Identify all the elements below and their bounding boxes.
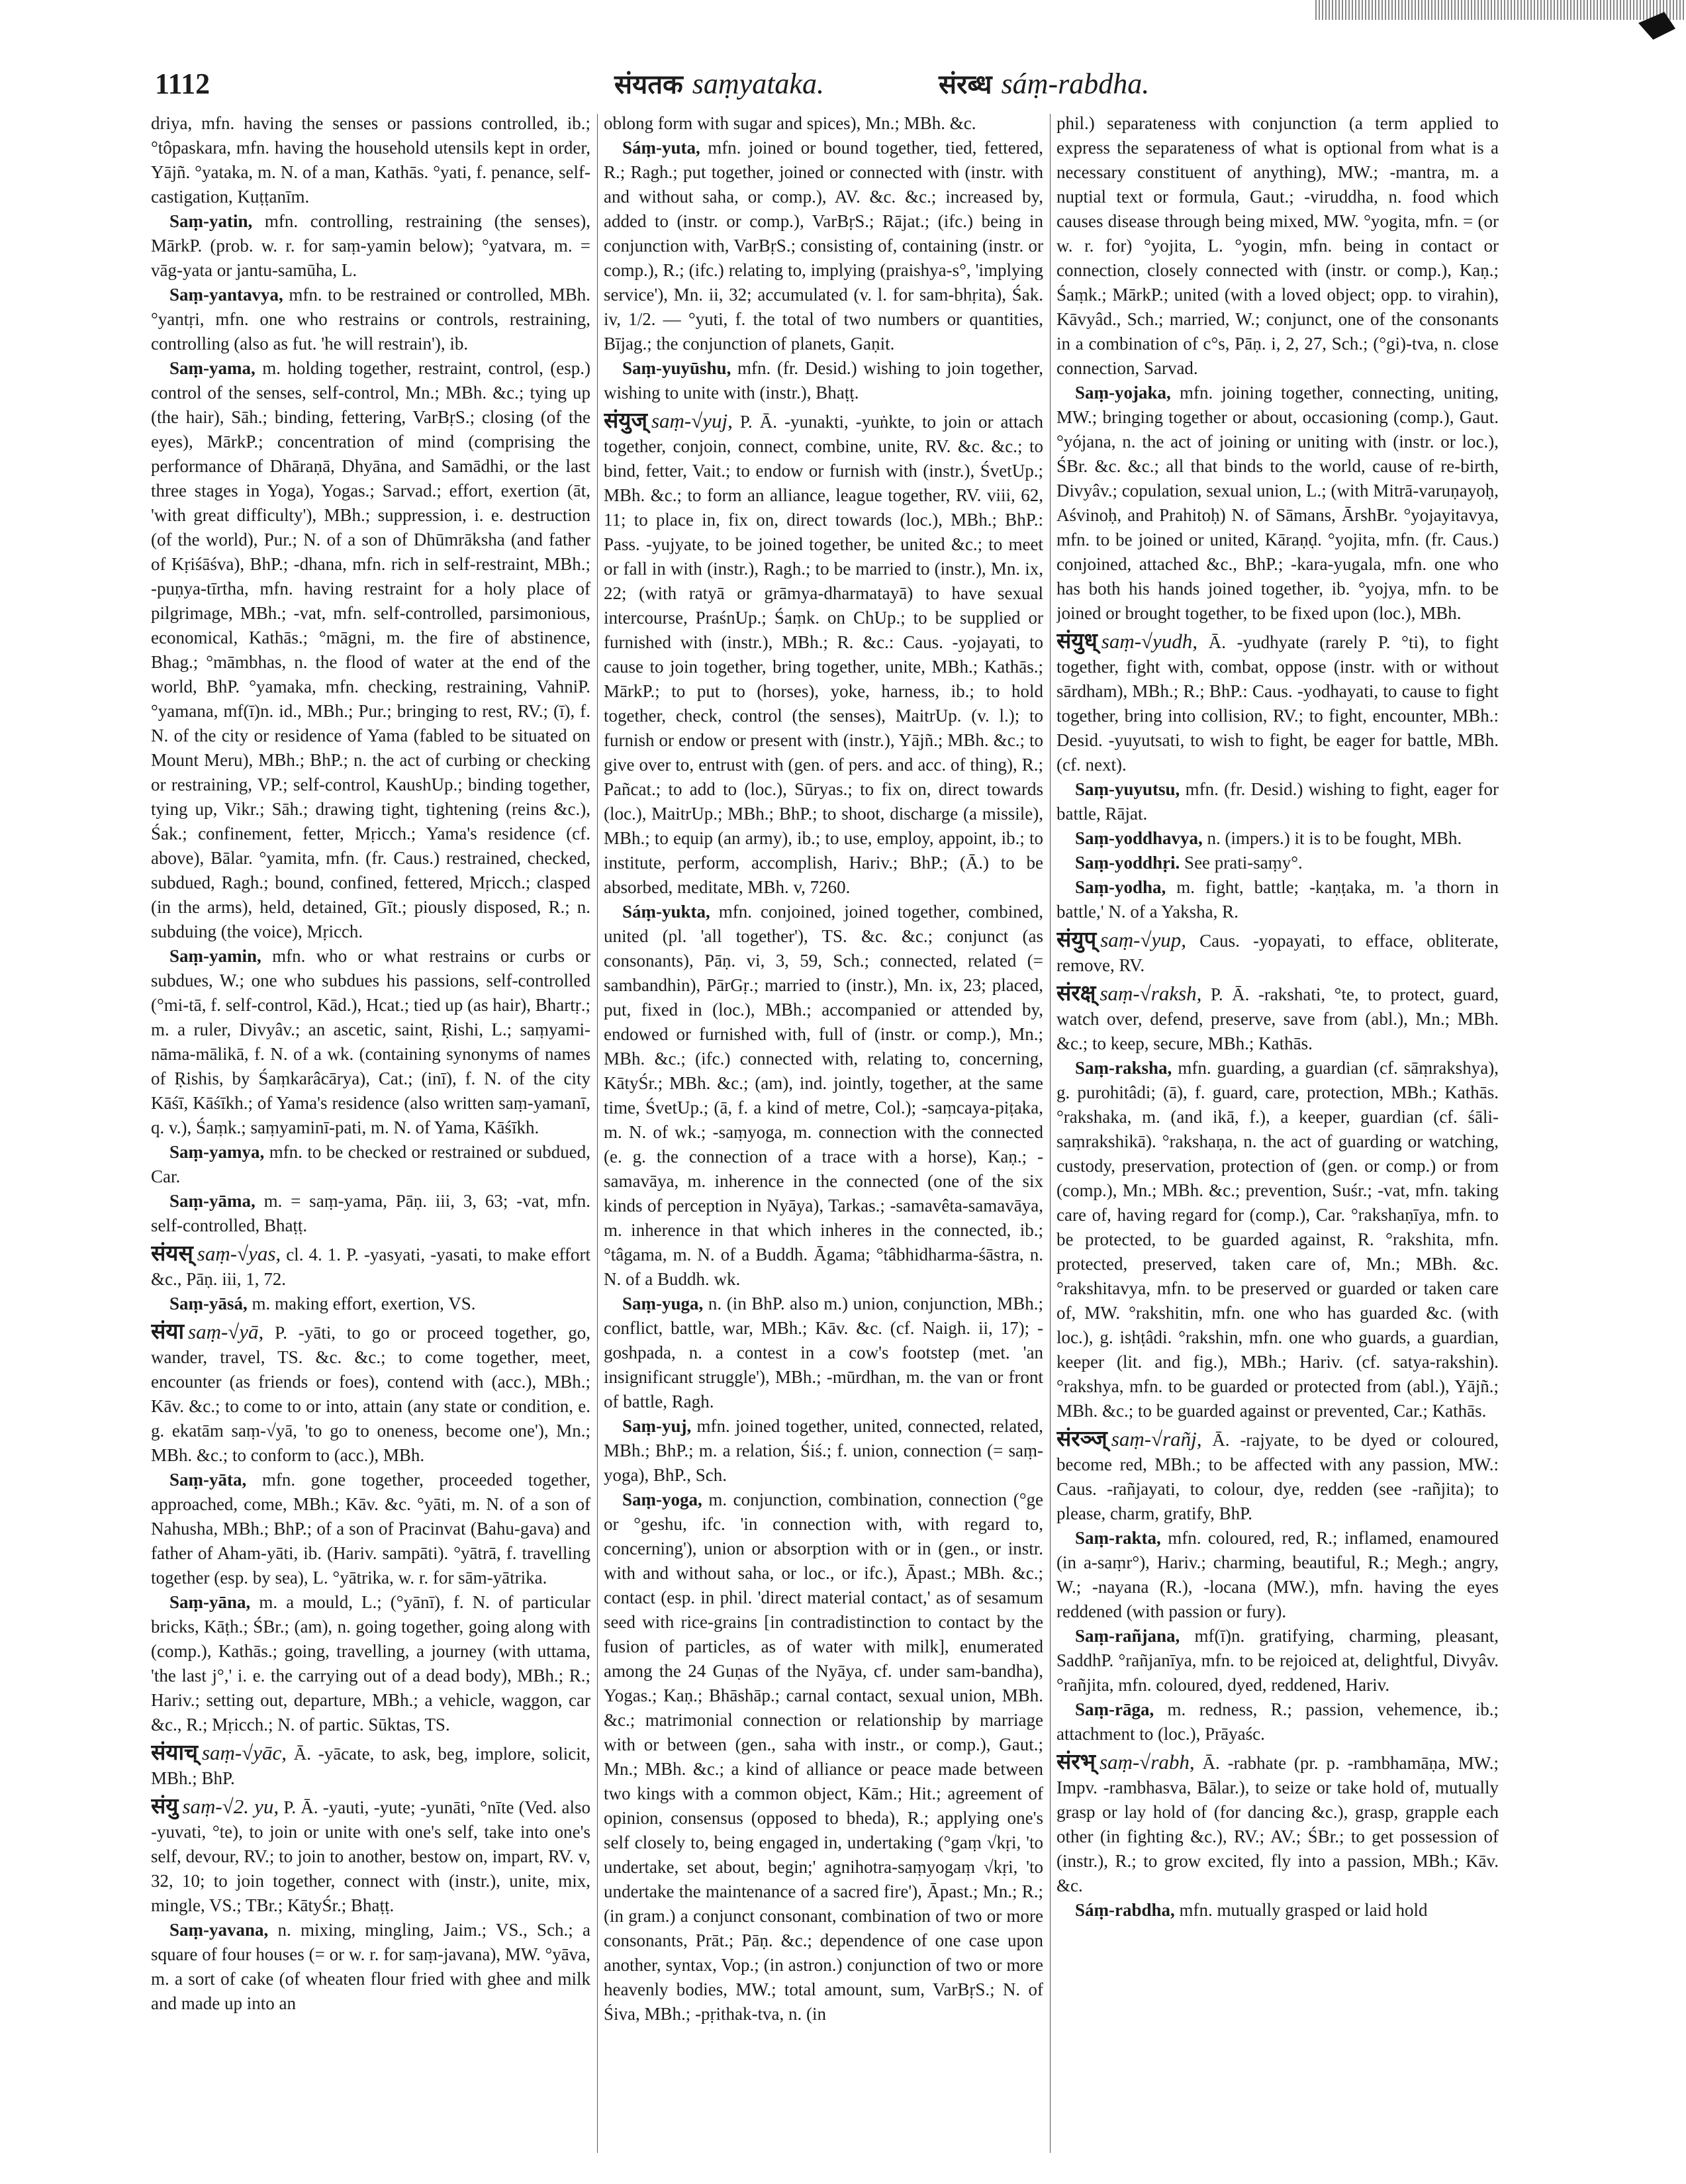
entry-headword: Saṃ-yuj, [622, 1416, 692, 1436]
root-devanagari: संयुप् [1056, 926, 1097, 952]
root-transliteration: saṃ-√raksh, [1100, 982, 1202, 1005]
page-number: 1112 [155, 68, 211, 100]
root-entry [604, 408, 1043, 900]
dictionary-entry [604, 356, 1043, 405]
dictionary-entry [1056, 381, 1499, 626]
entry-text: Ā. -rabhate (pr. p. -rambhamāṇa, MW.; Impv. -rambhasva, Bālar.), to seize or take hold of, mutually grasp or lay hold of (for dancing &c.), grasp, grapple each other (in fighting &c.), RV.; AV.; ŚBr.; to get possession of (instr.), R.; to grow excited, fly into a passion, MBh.; Kāv. &c. [1056, 1753, 1499, 1895]
entry-headword: Saṃ-yuyutsu, [1075, 779, 1180, 799]
entry-text: See prati-saṃy°. [1184, 853, 1303, 873]
entry-text: Ā. -yudhyate (rarely P. °ti), to fight together, fight with, combat, oppose (instr. with or without sārdham), MBh.; R.; BhP.: Caus. -yodhayati, to cause to fight together, bring into collision, RV.; to fight, encounter, MBh.: Desid. -yuyutsati, to wish to fight, be eager for battle, MBh. (cf. next). [1056, 632, 1499, 775]
dictionary-entry [151, 283, 590, 356]
entry-headword: Sáṃ-yukta, [622, 902, 710, 922]
entry-text: mfn. who or what restrains or curbs or subdues, W.; one who subdues his passions, self-controlled (°mi-tā, f. self-control, Kād.), Hcat.; tied up (as hair), Bhartṛ.; m. a ruler, Divyâv.; an ascetic, saint, Ṛishi, L.; saṃyami-nāma-mālikā, f. N. of a wk. (containing synonyms of names of Ṛishis, by Śaṃkarâcārya), Cat.; (inī), f. N. of the city Kāśī, Kāśīkh.; of Yama's residence (also written saṃ-yamanī, q. v.), Śaṃk.; saṃyaminī-pati, m. N. of Yama, Kāśīkh. [151, 946, 590, 1137]
root-entry [151, 1793, 590, 1918]
dictionary-entry [1056, 1898, 1499, 1923]
entry-text: m. making effort, exertion, VS. [252, 1294, 476, 1313]
entry-text: mfn. conjoined, joined together, combined, united (pl. 'all together'), TS. &c. &c.; conjunct (as consonants), Pāṇ. vi, 3, 59, Sch.; connected, related (= sambandhin), PārGṛ.; married to (instr.), Mn. ix, 23; placed, put, fixed in (loc.), MBh.; accompanied or attended by, endowed or furnished with, full of (instr. or comp.), Mn.; MBh. &c.; (ifc.) connected with, relating to, concerning, KātyŚr.; MBh. &c.; (am), ind. jointly, together, at the same time, ŚvetUp.; (ā, f. a kind of metre, Col.); -saṃcaya-piṭaka, m. N. of wk.; -saṃyoga, m. connection with the connected (e. g. the connection of a trace with a horse), Kaṇ.; -samavāya, m. inherence in the connected (one of the six kinds of perception in Nyāya), Tarkas.; -samavêta-samavāya, m. inherence in that which inheres in the connected, ib.; °tâgama, m. N. of a Buddh. Āgama; °tâbhidharma-śāstra, n. N. of a Buddh. wk. [604, 902, 1043, 1289]
entry-text: P. Ā. -rakshati, °te, to protect, guard, watch over, defend, preserve, save from (abl.), Mn.; MBh. &c.; to keep, secure, MBh.; Kathās. [1056, 984, 1499, 1053]
entry-text: mfn. controlling, restraining (the senses), MārkP. (prob. w. r. for saṃ-yamin below); °yatvara, m. = vāg-yata or jantu-samūha, L. [151, 211, 590, 280]
entry-headword: Saṃ-yama, [169, 358, 256, 378]
root-entry [151, 1740, 590, 1791]
root-devanagari: संयाच् [151, 1739, 198, 1765]
dictionary-entry [604, 900, 1043, 1292]
root-devanagari: संरभ् [1056, 1748, 1096, 1774]
running-head-last-devanagari: संरब्ध [939, 70, 992, 100]
entry-headword: Saṃ-yamya, [169, 1142, 265, 1162]
root-transliteration: saṃ-√yuj, [651, 409, 733, 432]
dictionary-entry [151, 1292, 590, 1316]
entry-text: mfn. (fr. Desid.) wishing to fight, eager for battle, Rājat. [1056, 779, 1499, 824]
dictionary-entry [151, 944, 590, 1140]
entry-headword: Saṃ-rakta, [1075, 1528, 1161, 1548]
column-divider [597, 114, 598, 2153]
entry-text: mfn. joined or bound together, tied, fettered, R.; Ragh.; put together, joined or connected with (instr. with and without saha, or comp.), AV. &c. &c.; increased by, added to (instr. or comp.), VarBṛS.; Rājat.; (ifc.) being in conjunction with, VarBṛS.; consisting of, containing (instr. or comp.), R.; (ifc.) relating to, implying (praishya-s°, 'implying service'), Mn. ii, 32; accumulated (v. l. for sam-bhṛita), Śak. iv, 1/2. — °yuti, f. the total of two numbers or quantities, Bījag.; the conjunction of planets, Gaṇit. [604, 138, 1043, 354]
page-header [151, 61, 1541, 107]
entry-text: phil.) separateness with conjunction (a term applied to express the separateness of what is optional from what is a necessary constituent of anything), MW.; -mantra, m. a nuptial text or formula, Gaut.; -viruddha, n. food which causes disease through being mixed, MW. °yogita, mfn. = (or w. r. for) °yojita, L. °yogin, mfn. being in contact or connection, closely connected with (instr. or comp.), Kaṇ.; Śaṃk.; MārkP.; united (with a loved object; opp. to virahin), Kāvyâd., Sch.; married, W.; conjunct, one of the consonants in a combination of c°s, Pāṇ. i, 2, 27, Sch.; (°gi)-tva, n. close connection, Sarvad. [1056, 113, 1499, 378]
dictionary-column-1 [151, 111, 590, 2157]
entry-headword: Saṃ-rañjana, [1075, 1626, 1180, 1646]
dictionary-entry [1056, 875, 1499, 924]
entry-text: m. holding together, restraint, control, (esp.) control of the senses, self-control, Mn.; MBh. &c.; tying up (the hair), Sāh.; binding, fettering, VarBṛS.; closing (of the eyes), MārkP.; concentration of mind (comprising the performance of Dhāraṇā, Dhyāna, and Samādhi, or the last three stages in Yoga), Yogas.; Sarvad.; effort, exertion (āt, 'with great difficulty'), MBh.; suppression, i. e. destruction (of the world), Pur.; N. of a son of Dhūmrāksha (and father of Kṛiśāśva), BhP.; -dhana, mfn. rich in self-restraint, MBh.; -puṇya-tīrtha, mfn. having restraint for a holy place of pilgrimage, MBh.; -vat, mfn. self-controlled, parsimonious, economical, Kathās.; °māgni, m. the fire of abstinence, Bhag.; °māmbhas, n. the flood of water at the end of the world, BhP. °yamaka, mfn. checking, restraining, VahniP. °yamana, mf(ī)n. id., MBh.; Pur.; bringing to rest, RV.; (ī), f. N. of the city or residence of Yama (fabled to be situated on Mount Meru), MBh.; BhP.; n. the act of curbing or checking or restraining, VP.; self-control, KaushUp.; binding together, tying up, Vikr.; Sāh.; drawing tight, tightening (reins &c.), Śak.; confinement, fetter, Mṛicch.; Yama's residence (cf. above), Bālar. °yamita, mfn. (fr. Caus.) restrained, checked, subdued, Ragh.; bound, confined, fettered, Mṛicch.; clasped (in the arms), held, detained, Gīt.; piously disposed, R.; n. subduing (the voice), Mṛicch. [151, 358, 590, 941]
dictionary-entry [604, 1292, 1043, 1414]
entry-text: mfn. to be checked or restrained or subdued, Car. [151, 1142, 590, 1186]
entry-text: mfn. joining together, connecting, uniting, MW.; bringing together or about, occasioning (comp.), Gaut. °yójana, n. the act of joining or uniting with (instr. or loc.), ŚBr. &c. &c.; all that binds to the world, cause of re-birth, Divyâv.; copulation, sexual union, L.; (with Mitrā-varuṇayoḥ, Aśvinoḥ, and Prahitoḥ) N. of Sāmans, ĀrshBr. °yojayitavya, mfn. to be joined or united, Kāraṇḍ. °yojita, mfn. (fr. Caus.) conjoined, attached &c., BhP.; -kara-yugala, mfn. one who has both his hands joined together, ib. °yojya, mfn. to be joined or brought together, to be fixed upon (loc.), MBh. [1056, 383, 1499, 623]
dictionary-entry [151, 209, 590, 283]
entry-text: driya, mfn. having the senses or passions controlled, ib.; °tôpaskara, mfn. having the household utensils kept in order, Yājñ. °yataka, m. N. of a man, Kathās. °yati, f. penance, self-castigation, Kuṭṭanīm. [151, 113, 590, 207]
root-transliteration: saṃ-√yas, [197, 1242, 281, 1265]
entry-text: P. -yāti, to go or proceed together, go, wander, travel, TS. &c. &c.; to come together, meet, encounter (as friends or foes), contend with (acc.), MBh.; Kāv. &c.; to come to or into, attain (any state or condition, e. g. ekatām saṃ-√yā, 'to go to oneness, become one'), Mn.; MBh. &c.; to conform to (acc.), MBh. [151, 1323, 590, 1465]
dictionary-entry [151, 356, 590, 944]
entry-text: m. redness, R.; passion, vehemence, ib.; attachment to (loc.), Prāyaśc. [1056, 1699, 1499, 1744]
entry-text: P. Ā. -yunakti, -yuṅkte, to join or attach together, conjoin, connect, combine, unite, RV. &c. &c.; to bind, fetter, Vait.; to endow or furnish with (instr.), ŚvetUp.; MBh. &c.; to form an alliance, league together, RV. viii, 62, 11; to place in, fix on, direct towards (loc.), MBh.; BhP.: Pass. -yujyate, to be joined together, be united &c.; to meet or fall in with (instr.), Ragh.; to be married to (instr.), Mn. ix, 22; (with ratyā or grāmya-dharmatayā) to have sexual intercourse, PraśnUp.; Śaṃk. on ChUp.; to be supplied or furnished with (instr.), MBh.; R. &c.: Caus. -yojayati, to cause to join together, bring together, unite, MBh.; Kathās.; MārkP.; to put to (horses), yoke, harness, ib.; to hold together, check, control (the senses), MaitrUp. (v. l.); to furnish or endow or present with (instr.), Yājñ.; MBh. &c.; to give over to, entrust with (gen. of pers. and acc. of thing), R.; Pañcat.; to add to (loc.), Sūryas.; to fix on, direct towards (loc.), MaitrUp.; MBh.; BhP.; to shoot, discharge (a missile), MBh.; to equip (an army), ib.; to use, employ, appoint, ib.; to institute, perform, accomplish, Hariv.; BhP.; (Ā.) to be absorbed, meditate, MBh. v, 7260. [604, 412, 1043, 897]
dictionary-entry [604, 1414, 1043, 1488]
entry-headword: Saṃ-yantavya, [169, 285, 283, 305]
entry-headword: Saṃ-yoddhṛi. [1075, 853, 1180, 873]
entry-headword: Saṃ-raksha, [1075, 1058, 1172, 1078]
dictionary-column-2 [604, 111, 1043, 2157]
entry-text: cl. 4. 1. P. -yasyati, -yasati, to make effort &c., Pāṇ. iii, 1, 72. [151, 1245, 590, 1289]
entry-text: mfn. coloured, red, R.; inflamed, enamoured (in a-saṃr°), Hariv.; charming, beautiful, R.; Megh.; angry, W.; -nayana (R.), -locana (MW.), mfn. having the eyes reddened (with passion or fury). [1056, 1528, 1499, 1621]
entry-text: m. = saṃ-yama, Pāṇ. iii, 3, 63; -vat, mfn. self-controlled, Bhaṭṭ. [151, 1191, 590, 1235]
scan-edge-artifact [1315, 0, 1686, 20]
entry-headword: Saṃ-yuga, [622, 1294, 704, 1313]
root-transliteration: saṃ-√2. yu, [182, 1795, 279, 1818]
entry-text: m. a mould, L.; (°yānī), f. N. of particular bricks, Kāṭh.; ŚBr.; (am), n. going together, going along with (comp.), Kathās.; going, travelling, a journey (with uttama, 'the last j°,' i. e. the carrying out of a dead body), MBh.; R.; Hariv.; setting out, departure, MBh.; a vehicle, waggon, car &c., R.; Mṛicch.; N. of partic. Sūktas, TS. [151, 1592, 590, 1734]
entry-headword: Saṃ-yāta, [169, 1470, 247, 1490]
entry-text: Ā. -yācate, to ask, beg, implore, solicit, MBh.; BhP. [151, 1744, 590, 1788]
root-devanagari: संया [151, 1318, 184, 1344]
root-transliteration: saṃ-√yudh, [1101, 630, 1198, 653]
entry-text: mfn. guarding, a guardian (cf. sāṃrakshya), g. purohitâdi; (ā), f. guard, care, protection, MBh.; Kathās. °rakshaka, m. (and ikā, f.), a keeper, guardian (cf. śāli-saṃrakshikā). °rakshaṇa, n. the act of guarding or watching, custody, preservation, protection of (gen. or comp.) or from (comp.), Mn.; MBh. &c.; prevention, Suśr.; -vat, mfn. taking care of, having regard for (comp.), Car. °rakshaṇīya, mfn. to be protected, to be guarded against, R. °rakshita, mfn. protected, preserved, taken care of, Mn.; MBh. &c. °rakshitavya, mfn. to be preserved or guarded or taken care of, MW. °rakshitin, mfn. one who has guarded &c. (with loc.), g. ishṭâdi. °rakshin, mfn. one who guards, a guardian, keeper (lit. and fig.), MBh.; Hariv. (cf. satya-rakshin). °rakshya, mfn. to be guarded or protected from (abl.), Yājñ.; MBh. &c.; to be guarded against or prevented, Car.; Kathās. [1056, 1058, 1499, 1421]
entry-text: Caus. -yopayati, to efface, obliterate, remove, RV. [1056, 931, 1499, 975]
dictionary-entry [1056, 1056, 1499, 1423]
entry-continuation [604, 111, 1043, 136]
entry-text: m. fight, battle; -kaṇṭaka, m. 'a thorn in battle,' N. of a Yaksha, R. [1056, 877, 1499, 922]
root-entry [151, 1319, 590, 1468]
dictionary-entry [1056, 1624, 1499, 1697]
entry-headword: Saṃ-yāma, [169, 1191, 256, 1211]
dictionary-entry [151, 1189, 590, 1238]
running-head-last-roman: sáṃ-rabdha. [1001, 68, 1150, 100]
entry-headword: Saṃ-yavana, [169, 1920, 269, 1940]
entry-headword: Saṃ-yāna, [169, 1592, 251, 1612]
root-devanagari: संयस् [151, 1240, 193, 1266]
root-transliteration: saṃ-√rañj, [1111, 1427, 1202, 1450]
entry-text: n. mixing, mingling, Jaim.; VS., Sch.; a square of four houses (= or w. r. for saṃ-javana), MW. °yāva, m. a sort of cake (of wheaten flour fried with ghee and milk and made up into an [151, 1920, 590, 2013]
dictionary-entry [1056, 826, 1499, 851]
root-entry [1056, 927, 1499, 978]
entry-headword: Saṃ-yāsá, [169, 1294, 248, 1313]
running-head-first [614, 61, 824, 108]
entry-text: mfn. to be restrained or controlled, MBh. °yantṛi, mfn. one who restrains or controls, restraining, controlling (also as fut. 'he will restrain'), ib. [151, 285, 590, 354]
root-devanagari: संयुज् [604, 407, 647, 433]
dictionary-entry [151, 1918, 590, 2016]
running-head-first-roman: saṃyataka. [692, 68, 824, 100]
entry-text: n. (in BhP. also m.) union, conjunction, MBh.; conflict, battle, war, MBh.; Kāv. &c. (cf. Naigh. ii, 17); -goshpada, n. a contest in a cow's footstep (met. 'an insignificant struggle'), MBh.; -mūrdhan, m. the van or front of battle, Ragh. [604, 1294, 1043, 1411]
root-entry [1056, 980, 1499, 1056]
dictionary-entry [151, 1468, 590, 1590]
dictionary-entry [1056, 1697, 1499, 1746]
dictionary-entry [604, 1488, 1043, 2026]
column-divider [1050, 114, 1051, 2153]
entry-headword: Saṃ-yuyūshu, [622, 358, 731, 378]
dictionary-column-3 [1056, 111, 1499, 2157]
entry-headword: Saṃ-yoddhavya, [1075, 828, 1203, 848]
dictionary-entry [604, 136, 1043, 356]
entry-headword: Saṃ-yoga, [622, 1490, 702, 1509]
entry-text: mfn. joined together, united, connected, related, MBh.; BhP.; m. a relation, Śiś.; f. union, connection (= saṃ-yoga), BhP., Sch. [604, 1416, 1043, 1485]
root-entry [1056, 1426, 1499, 1526]
dictionary-entry [1056, 851, 1499, 875]
root-entry [1056, 628, 1499, 777]
entry-text: P. Ā. -yauti, -yute; -yunāti, °nīte (Ved. also -yuvati, °te), to join or unite with one's self, take into one's self, devour, RV.; to join to another, bestow on, impart, RV. v, 32, 10; to join together, connect with (instr.), unite, mix, mingle, VS.; TBr.; KātyŚr.; Bhaṭṭ. [151, 1797, 590, 1915]
root-devanagari: संयुध् [1056, 628, 1098, 653]
running-head-last [939, 61, 1149, 108]
root-transliteration: saṃ-√rabh, [1100, 1750, 1195, 1774]
entry-text: n. (impers.) it is to be fought, MBh. [1207, 828, 1462, 848]
root-transliteration: saṃ-√yāc, [201, 1741, 287, 1764]
root-entry [151, 1241, 590, 1292]
root-devanagari: संयु [151, 1793, 179, 1819]
root-devanagari: संरञ्ज् [1056, 1425, 1107, 1451]
root-transliteration: saṃ-√yup, [1100, 928, 1187, 951]
entry-headword: Saṃ-yatin, [169, 211, 253, 231]
entry-text: mfn. (fr. Desid.) wishing to join together, wishing to unite with (instr.), Bhaṭṭ. [604, 358, 1043, 403]
entry-headword: Sáṃ-rabdha, [1075, 1900, 1175, 1920]
root-entry [1056, 1749, 1499, 1898]
dictionary-entry [151, 1590, 590, 1737]
dictionary-entry [1056, 777, 1499, 826]
dictionary-entry [151, 1140, 590, 1189]
entry-headword: Saṃ-rāga, [1075, 1699, 1154, 1719]
entry-headword: Saṃ-yodha, [1075, 877, 1166, 897]
dictionary-entry [1056, 1526, 1499, 1624]
entry-headword: Saṃ-yojaka, [1075, 383, 1171, 403]
root-transliteration: saṃ-√yā, [188, 1320, 264, 1343]
entry-text: Ā. -rajyate, to be dyed or coloured, become red, MBh.; to be affected with any passion, MW.: Caus. -rañjayati, to colour, dye, redden (see -rañjita); to please, charm, gratify, BhP. [1056, 1430, 1499, 1523]
running-head-first-devanagari: संयतक [614, 70, 683, 100]
root-devanagari: संरक्ष् [1056, 980, 1096, 1006]
entry-headword: Saṃ-yamin, [169, 946, 261, 966]
entry-text: mf(ī)n. gratifying, charming, pleasant, SaddhP. °rañjanīya, mfn. to be rejoiced at, delightful, Divyâv. °rañjita, mfn. coloured, dyed, reddened, Hariv. [1056, 1626, 1499, 1695]
entry-continuation [1056, 111, 1499, 381]
entry-text: mfn. gone together, proceeded together, approached, come, MBh.; Kāv. &c. °yāti, m. N. of a son of Nahusha, MBh.; BhP.; of a son of Pracinvat (Bahu-gava) and father of Aham-yāti, ib. (Hariv. sampāti). °yātrā, f. travelling together (esp. by sea), L. °yātrika, w. r. for sām-yātrika. [151, 1470, 590, 1588]
entry-text: mfn. mutually grasped or laid hold [1179, 1900, 1428, 1920]
entry-continuation [151, 111, 590, 209]
entry-text: m. conjunction, combination, connection (°ge or °geshu, ifc. 'in connection with, with regard to, concerning'), union or absorption with or in (gen., or instr. with and without saha, or loc., or ifc.), Āpast.; MBh. &c.; contact (esp. in phil. 'direct material contact,' as of sesamum seed with rice-grains [in contradistinction to contact by the fusion of particles, as of water with milk], enumerated among the 24 Guṇas of the Nyāya, cf. under sam-bandha), Yogas.; Kaṇ.; Bhāshāp.; carnal contact, sexual union, MBh. &c.; matrimonial connection or relationship by marriage with or between (gen., saha with instr., or comp.), Gaut.; Mn.; MBh. &c.; a kind of alliance or peace made between two kings with a common object, Kām.; Hit.; agreement of opinion, consensus (opposed to bheda), R.; applying one's self closely to, being engaged in, undertaking (°gaṃ √kṛi, 'to undertake, set about, begin;' agnihotra-saṃyogaṃ √kṛi, 'to undertake the maintenance of a sacred fire'), Āpast.; Mn.; R.; (in gram.) a conjunct consonant, combination of two or more consonants, Prāt.; Pāṇ. &c.; dependence of one case upon another, syntax, Vop.; (in astron.) conjunction of two or more heavenly bodies, MW.; total amount, sum, VarBṛS.; N. of Śiva, MBh.; -pṛithak-tva, n. (in [604, 1490, 1043, 2024]
entry-text: oblong form with sugar and spices), Mn.; MBh. &c. [604, 113, 976, 133]
entry-headword: Sáṃ-yuta, [622, 138, 700, 158]
